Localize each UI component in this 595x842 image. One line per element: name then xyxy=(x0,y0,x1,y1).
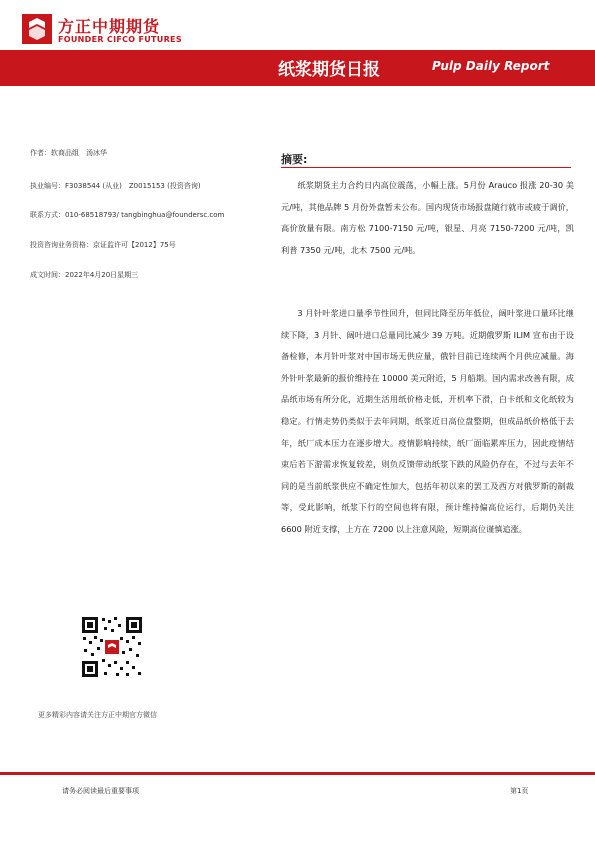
footer-disclaimer: 请务必阅读最后重要事项 xyxy=(62,787,139,795)
summary-paragraph-2: 3 月针叶浆进口量季节性回升，但同比降至历年低位，阔叶浆进口量环比继续下降，3 月针、阔叶进口总量同比减少 39 万吨。近期俄罗斯 ILIM 宣布由于设备检修，本月针叶浆对中国市场无供应量，俄针目前已连续两个月供应减量。海外针叶浆最新的报价维持在 10000 美元附近，5 月船期。国内需求改善有限，成品纸市场有所分化，近期生活用纸价格走低，开机率下滑，白卡纸和文化纸较为稳定。行情走势仍类似于去年同期，纸浆近日高位盘整期，但成品纸价格低于去年，纸厂成本压力在逐步增大。疫情影响持续，纸厂面临累库压力，因此疫情结束后若下游需求恢复较差，则负反馈带动纸浆下跌的风险仍存在，不过与去年不同的是当前纸浆供应不确定性加大，包括年初以来的罢工及西方对俄罗斯的制裁等，受此影响，纸浆下行的空间也将有限，预计维持偏高位运行，后期仍关注 6600 附近支撑，上方在 7200 以上注意风险，短期高位谨慎追涨。 xyxy=(281,308,574,534)
wechat-qr-code xyxy=(80,615,144,679)
summary-heading: 摘要: xyxy=(281,153,308,166)
report-title-cn: 纸浆期货日报 xyxy=(278,60,380,80)
summary-paragraph-1: 纸浆期货主力合约日内高位震荡，小幅上涨。5月份 Arauco 报涨 20-30 美元/吨，其他品牌 5 月份外盘暂未公布。国内现货市场报盘随行就市或疲于调价，高价放量有限。南方松 7100-7150 元/吨，银星、月亮 7150-7200 元/吨，凯利普 7350 元/吨，北木 7500 元/吨。 xyxy=(281,180,574,255)
license-line: 执业编号：F3038544 (从业) Z0015153 (投资咨询) xyxy=(30,182,201,190)
footer-divider xyxy=(0,772,595,775)
page-number: 第1页 xyxy=(510,787,529,795)
report-header xyxy=(0,0,595,88)
company-name-en: FOUNDER CIFCO FUTURES xyxy=(58,35,182,44)
company-name-cn: 方正中期期货 xyxy=(58,17,161,36)
qr-caption: 更多精彩内容请关注方正中期官方微信 xyxy=(38,711,157,719)
date-line: 成文时间：2022年4月20日星期三 xyxy=(30,271,139,279)
qualification-line: 投资咨询业务资格：京证监许可【2012】75号 xyxy=(30,241,176,249)
founder-logo-icon xyxy=(22,14,52,44)
contact-line: 联系方式：010-68518793/ tangbinghua@foundersc.com xyxy=(30,211,225,219)
report-title-en: Pulp Daily Report xyxy=(432,59,550,73)
author-line: 作者：软商品组 汤冰华 xyxy=(30,149,107,157)
summary-divider xyxy=(281,167,571,168)
